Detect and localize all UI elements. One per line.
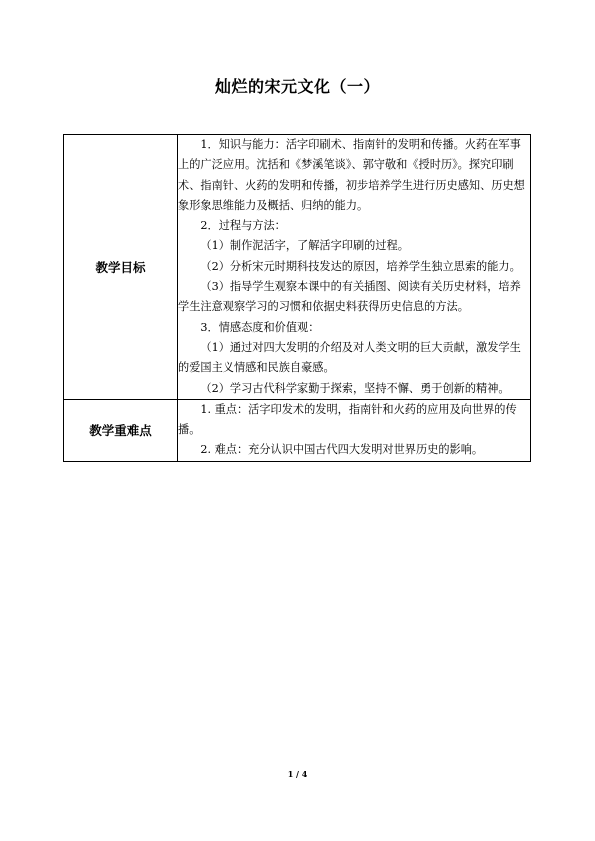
paragraph: 1．知识与能力：活字印刷术、指南针的发明和传播。火药在军事上的广泛应用。沈括和《梦溪笔谈》、郭守敬和《授时历》。探究印刷术、指南针、火药的发明和传播，初步培养学生进行历史感知、历史想象形象思维能力及概括、归纳的能力。 — [178, 138, 525, 212]
paragraph: （3）指导学生观察本课中的有关插图、阅读有关历史材料，培养学生注意观察学习的习惯和依据史料获得历史信息的方法。 — [178, 280, 521, 314]
document-title: 灿烂的宋元文化（一） — [214, 77, 380, 96]
paragraph: （2）分析宋元时期科技发达的原因，培养学生独立思索的能力。 — [200, 259, 521, 273]
key-points-content — [178, 399, 531, 461]
table-row-key-points — [64, 399, 531, 461]
page-number: 1 / 4 — [287, 769, 308, 779]
table-row-objectives — [64, 135, 531, 400]
paragraph: （1）制作泥活字，了解活字印刷的过程。 — [200, 239, 409, 253]
paragraph: 2．过程与方法： — [200, 219, 286, 233]
paragraph: 1. 重点：活字印发术的发明，指南针和火药的应用及向世界的传播。 — [178, 402, 517, 437]
row-label-key-points: 教学重难点 — [64, 399, 178, 461]
paragraph: （1）通过对四大发明的介绍及对人类文明的巨大贡献，激发学生的爱国主义情感和民族自豪感。 — [178, 340, 521, 375]
paragraph: （2）学习古代科学家勤于探索，坚持不懈、勇于创新的精神。 — [200, 381, 510, 395]
row-label-objectives: 教学目标 — [64, 135, 178, 400]
objectives-content — [178, 135, 531, 400]
lesson-plan-table — [63, 134, 531, 462]
paragraph: 3．情感态度和价值观： — [200, 320, 320, 334]
paragraph: 2. 难点：充分认识中国古代四大发明对世界历史的影响。 — [200, 443, 484, 457]
